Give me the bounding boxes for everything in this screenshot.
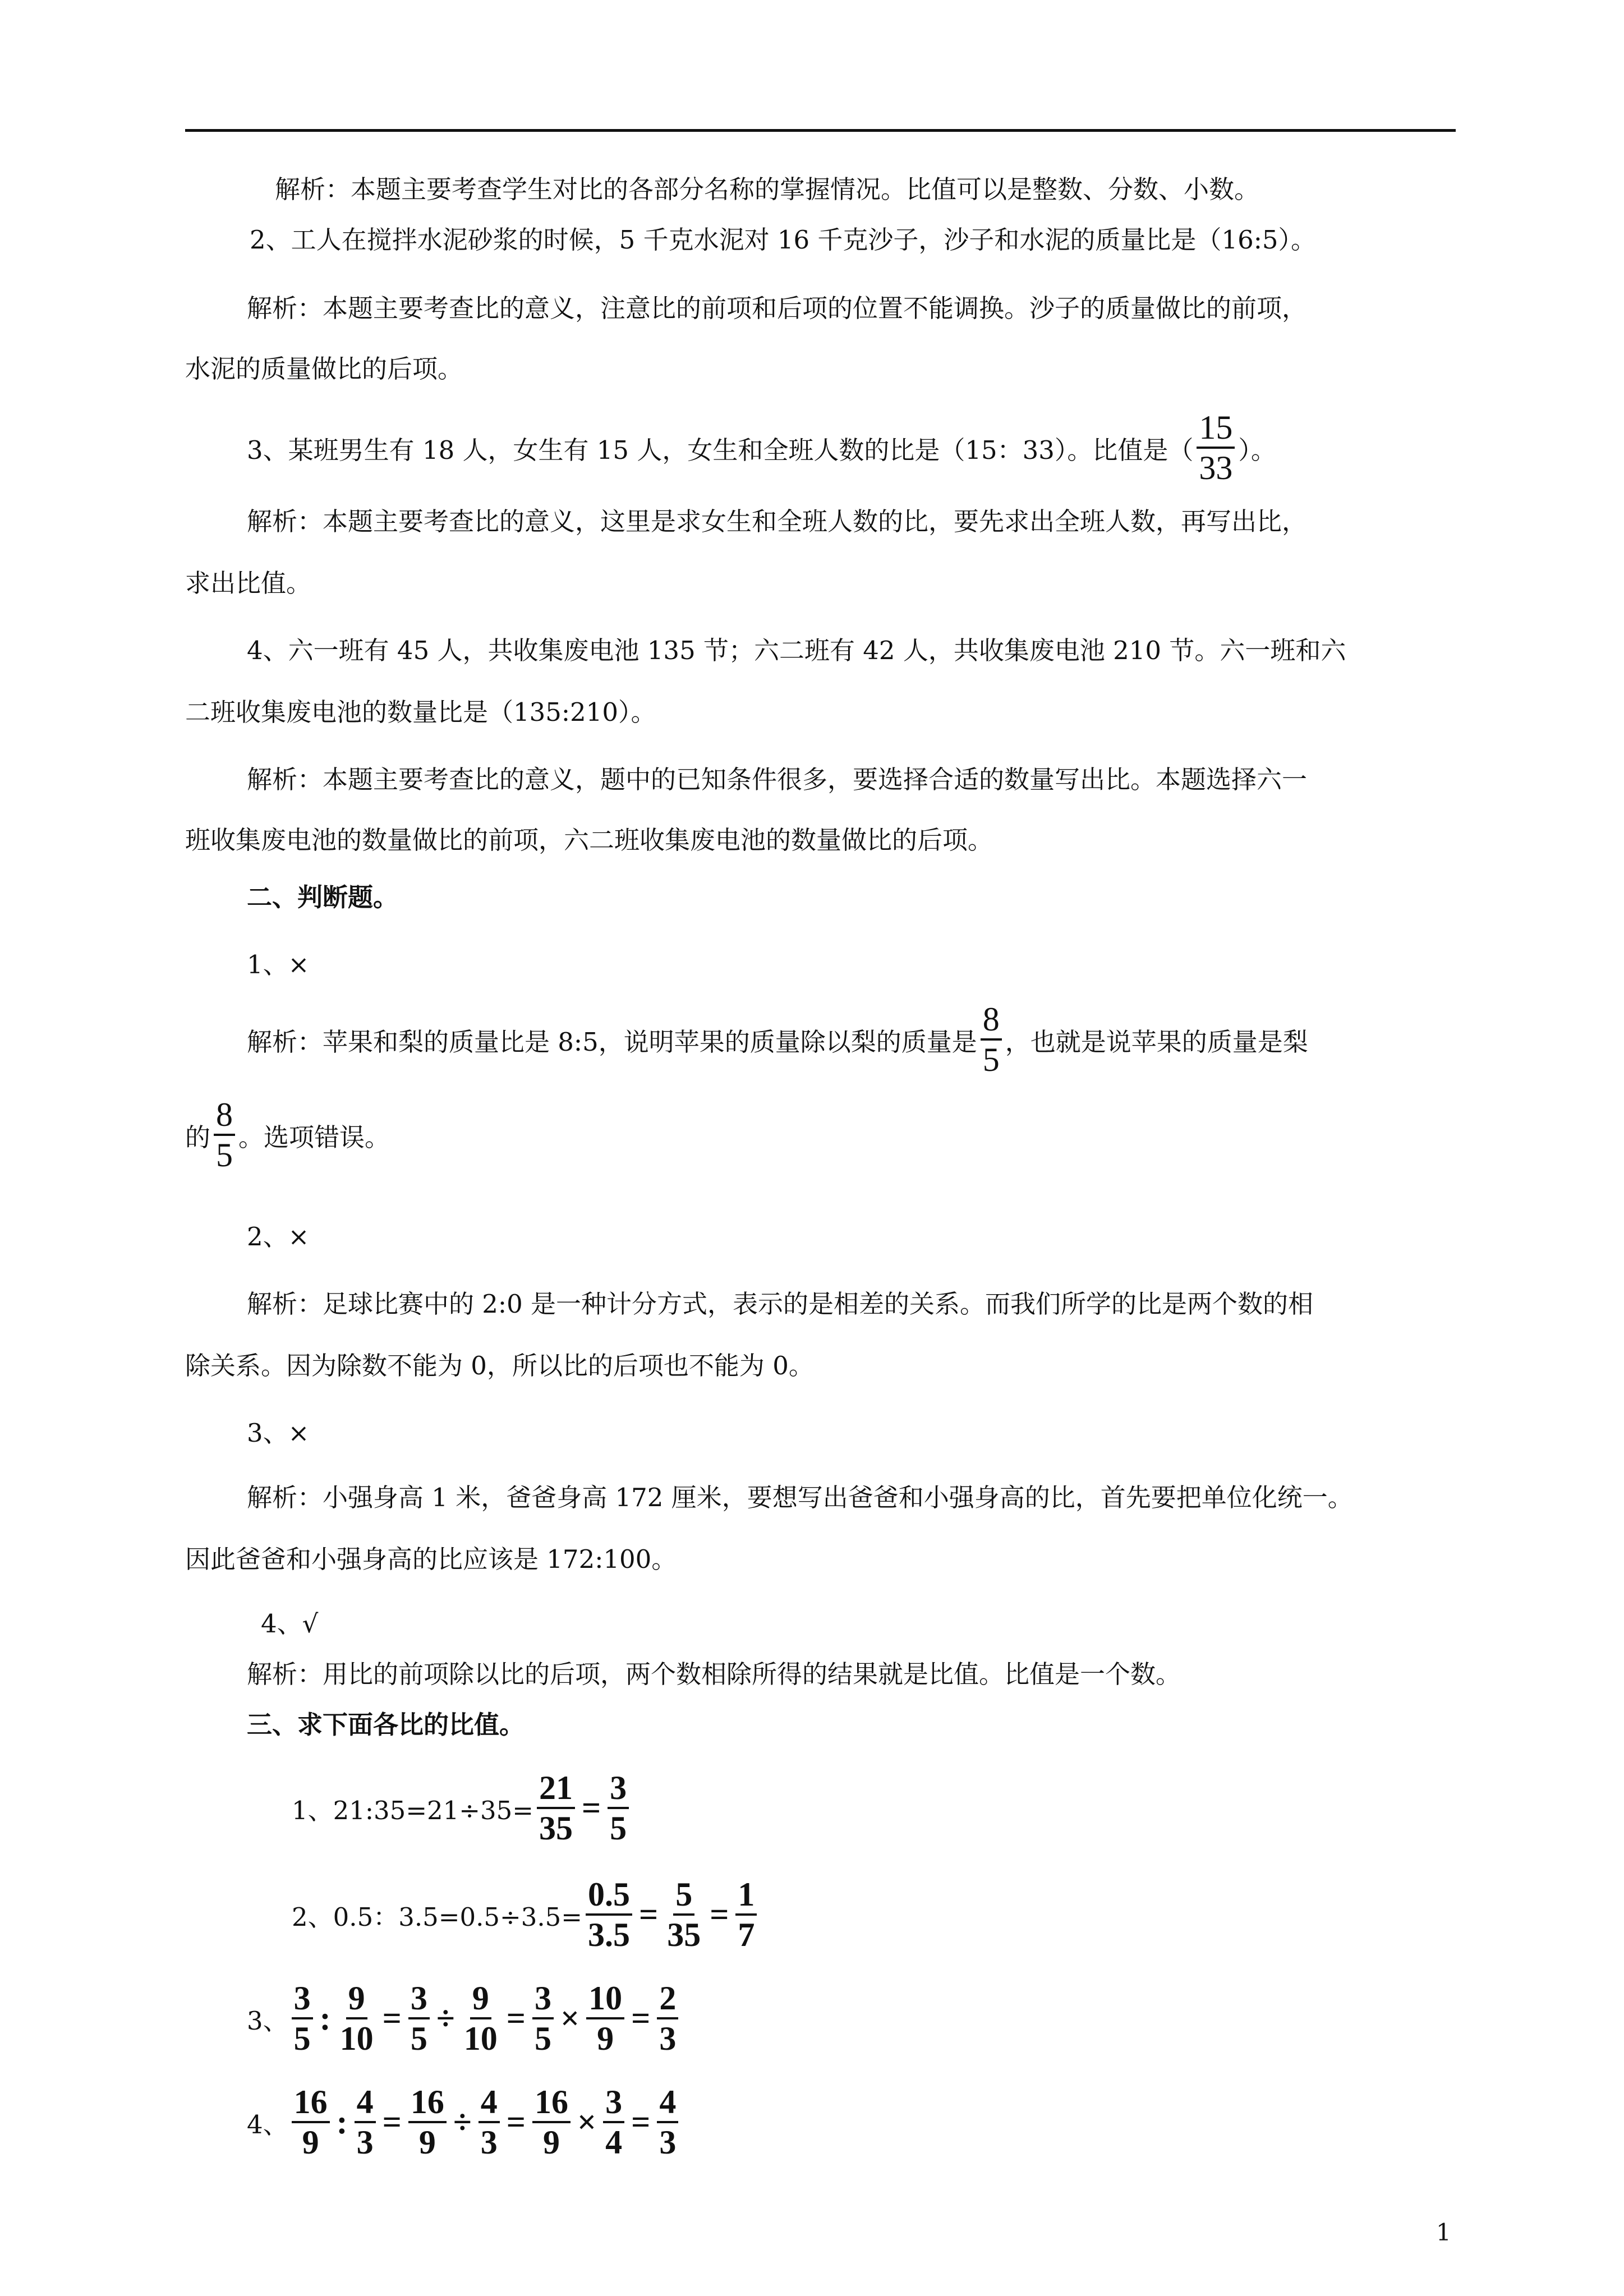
fraction-denominator: 3: [659, 2124, 677, 2161]
fraction-numerator: 4: [355, 2084, 376, 2123]
fraction-numerator: 15: [1197, 409, 1235, 449]
equation-2: [292, 1876, 760, 1953]
fraction: [292, 1980, 313, 2056]
equals-sign: =: [631, 1999, 651, 2037]
analysis-4-line-2: 班收集废电池的数量做比的前项，六二班收集废电池的数量做比的后项。: [185, 825, 993, 855]
fraction-numerator: 9: [346, 1980, 367, 2019]
fraction-8-5-second: [214, 1097, 235, 1173]
fraction: [657, 1980, 678, 2056]
fraction-denominator: 3.5: [588, 1916, 631, 1953]
fraction-numerator: 16: [408, 2084, 447, 2123]
fraction: [355, 2084, 376, 2160]
judgement-analysis-4: 解析：用比的前项除以比的后项，两个数相除所得的结果就是比值。比值是一个数。: [247, 1659, 1181, 1689]
fraction-denominator: 35: [539, 1810, 573, 1847]
fraction-numerator: 9: [470, 1980, 491, 2019]
judgement-analysis-1-line-2: [185, 1097, 390, 1173]
fraction-denominator: 5: [216, 1137, 233, 1174]
fraction-denominator: 33: [1199, 449, 1233, 486]
fraction-denominator: 5: [982, 1041, 1000, 1078]
fraction: [462, 1980, 500, 2056]
divide-sign: ÷: [453, 2103, 472, 2141]
answer-3: 3、×: [247, 1418, 310, 1448]
fraction-numerator: 0.5: [586, 1876, 632, 1916]
judgement-analysis-2-line-1: 解析：足球比赛中的 2:0 是一种计分方式，表示的是相差的关系。而我们所学的比是两个数的相: [247, 1289, 1314, 1319]
equals-sign: =: [506, 2103, 526, 2141]
fraction: [532, 2084, 571, 2160]
multiply-sign: ×: [560, 1999, 580, 2037]
fraction: [408, 1980, 430, 2056]
fraction-numerator: 3: [603, 2084, 624, 2123]
judgement-analysis-1-post: 。选项错误。: [238, 1122, 390, 1152]
equation-3-prefix: 3、: [247, 2005, 288, 2036]
judgement-analysis-3-line-1: 解析：小强身高 1 米，爸爸身高 172 厘米，要想写出爸爸和小强身高的比，首先要把单位化统一。: [247, 1483, 1353, 1512]
fraction: [292, 2084, 330, 2160]
equals-sign: =: [639, 1895, 659, 1933]
question-3: [247, 409, 1276, 486]
fraction-denominator: 3: [659, 2020, 677, 2057]
analysis-4-line-1: 解析：本题主要考查比的意义，题中的已知条件很多，要选择合适的数量写出比。本题选择六一: [247, 765, 1308, 794]
fraction-numerator: 3: [292, 1980, 313, 2019]
answer-2: 2、×: [247, 1222, 310, 1251]
equation-2-prefix: 2、0.5：3.5=0.5÷3.5=: [292, 1902, 583, 1932]
equals-sign: =: [382, 2103, 402, 2141]
fraction-denominator: 10: [339, 2020, 374, 2057]
fraction-denominator: 7: [738, 1916, 755, 1953]
divide-sign: ÷: [436, 1999, 455, 2037]
fraction: [537, 1770, 575, 1846]
fraction-numerator: 3: [608, 1770, 629, 1809]
fraction: [657, 2084, 678, 2160]
fraction: [665, 1876, 703, 1953]
fraction-numerator: 8: [214, 1097, 235, 1136]
equals-sign: =: [581, 1789, 601, 1826]
fraction-denominator: 5: [410, 2020, 427, 2057]
ratio-value-fraction: [1197, 409, 1235, 486]
equation-1-prefix: 1、21:35=21÷35=: [292, 1795, 533, 1825]
header-rule: [185, 129, 1456, 132]
fraction-denominator: 5: [293, 2020, 311, 2057]
fraction-numerator: 4: [479, 2084, 500, 2123]
fraction-numerator: 3: [408, 1980, 430, 2019]
fraction-denominator: 9: [597, 2020, 614, 2057]
fraction: [532, 1980, 554, 2056]
equals-sign: =: [631, 2103, 651, 2141]
fraction: [338, 1980, 376, 2056]
answer-1: 1、×: [247, 950, 310, 979]
fraction-denominator: 4: [605, 2124, 623, 2161]
equals-sign: =: [710, 1895, 729, 1933]
fraction-numerator: 1: [735, 1876, 757, 1916]
fraction-numerator: 10: [586, 1980, 624, 2019]
section-heading-ratio-values: 三、求下面各比的比值。: [247, 1710, 525, 1740]
fraction-denominator: 9: [418, 2124, 436, 2161]
fraction-numerator: 16: [532, 2084, 571, 2123]
equals-sign: =: [506, 1999, 526, 2037]
equation-4: [247, 2084, 682, 2160]
fraction-denominator: 5: [534, 2020, 551, 2057]
analysis-3-line-1: 解析：本题主要考查比的意义，这里是求女生和全班人数的比，要先求出全班人数，再写出比，: [247, 507, 1308, 536]
judgement-analysis-1-line-1: [247, 1001, 1308, 1078]
fraction-numerator: 5: [673, 1876, 694, 1916]
analysis-2-line-2: 水泥的质量做比的后项。: [185, 354, 463, 384]
fraction-numerator: 4: [657, 2084, 678, 2123]
equation-3: [247, 1980, 682, 2056]
fraction-denominator: 9: [542, 2124, 560, 2161]
question-4-line-1: 4、六一班有 45 人，共收集废电池 135 节；六二班有 42 人，共收集废电池 210 节。六一班和六: [247, 636, 1346, 665]
fraction-numerator: 8: [981, 1001, 1002, 1041]
fraction: [608, 1770, 629, 1846]
equals-sign: =: [382, 1999, 402, 2037]
fraction-denominator: 9: [302, 2124, 319, 2161]
question-3-end: ）。: [1238, 435, 1276, 465]
fraction-denominator: 10: [463, 2020, 498, 2057]
fraction-denominator: 3: [480, 2124, 498, 2161]
question-4-line-2: 二班收集废电池的数量比是（135:210）。: [185, 697, 656, 727]
colon-sign: :: [336, 2103, 348, 2141]
fraction-denominator: 3: [356, 2124, 374, 2161]
fraction-denominator: 5: [610, 1810, 627, 1847]
fraction: [479, 2084, 500, 2160]
page-number: 1: [1436, 2219, 1451, 2246]
multiply-sign: ×: [577, 2103, 597, 2141]
fraction-numerator: 16: [292, 2084, 330, 2123]
judgement-analysis-2-line-2: 除关系。因为除数不能为 0，所以比的后项也不能为 0。: [185, 1351, 814, 1381]
analysis-1: 解析：本题主要考查学生对比的各部分名称的掌握情况。比值可以是整数、分数、小数。: [275, 174, 1260, 204]
fraction: [735, 1876, 757, 1953]
equation-1: [292, 1770, 632, 1846]
colon-sign: :: [319, 1999, 331, 2037]
judgement-analysis-3-line-2: 因此爸爸和小强身高的比应该是 172:100。: [185, 1544, 677, 1574]
judgement-analysis-1-pre: 的: [185, 1122, 211, 1152]
judgement-analysis-1-text: 解析：苹果和梨的质量比是 8:5，说明苹果的质量除以梨的质量是: [247, 1027, 977, 1057]
fraction: [586, 1980, 624, 2056]
judgement-analysis-1-text-2: ，也就是说苹果的质量是梨: [1005, 1027, 1308, 1057]
analysis-3-line-2: 求出比值。: [185, 568, 312, 598]
question-3-text: 3、某班男生有 18 人，女生有 15 人，女生和全班人数的比是（15：33）。比值是（: [247, 435, 1194, 465]
fraction-numerator: 2: [657, 1980, 678, 2019]
fraction-8-5: [981, 1001, 1002, 1078]
fraction-denominator: 35: [667, 1916, 701, 1953]
fraction: [586, 1876, 632, 1953]
analysis-2-line-1: 解析：本题主要考查比的意义，注意比的前项和后项的位置不能调换。沙子的质量做比的前项，: [247, 293, 1308, 323]
fraction-numerator: 21: [537, 1770, 575, 1809]
answer-4: 4、√: [261, 1609, 319, 1639]
equation-4-prefix: 4、: [247, 2109, 288, 2139]
fraction-numerator: 3: [532, 1980, 554, 2019]
fraction: [603, 2084, 624, 2160]
section-heading-judgement: 二、判断题。: [247, 882, 399, 912]
fraction: [408, 2084, 447, 2160]
question-2: 2、工人在搅拌水泥砂浆的时候，5 千克水泥对 16 千克沙子，沙子和水泥的质量比是（16:5）。: [250, 225, 1316, 255]
